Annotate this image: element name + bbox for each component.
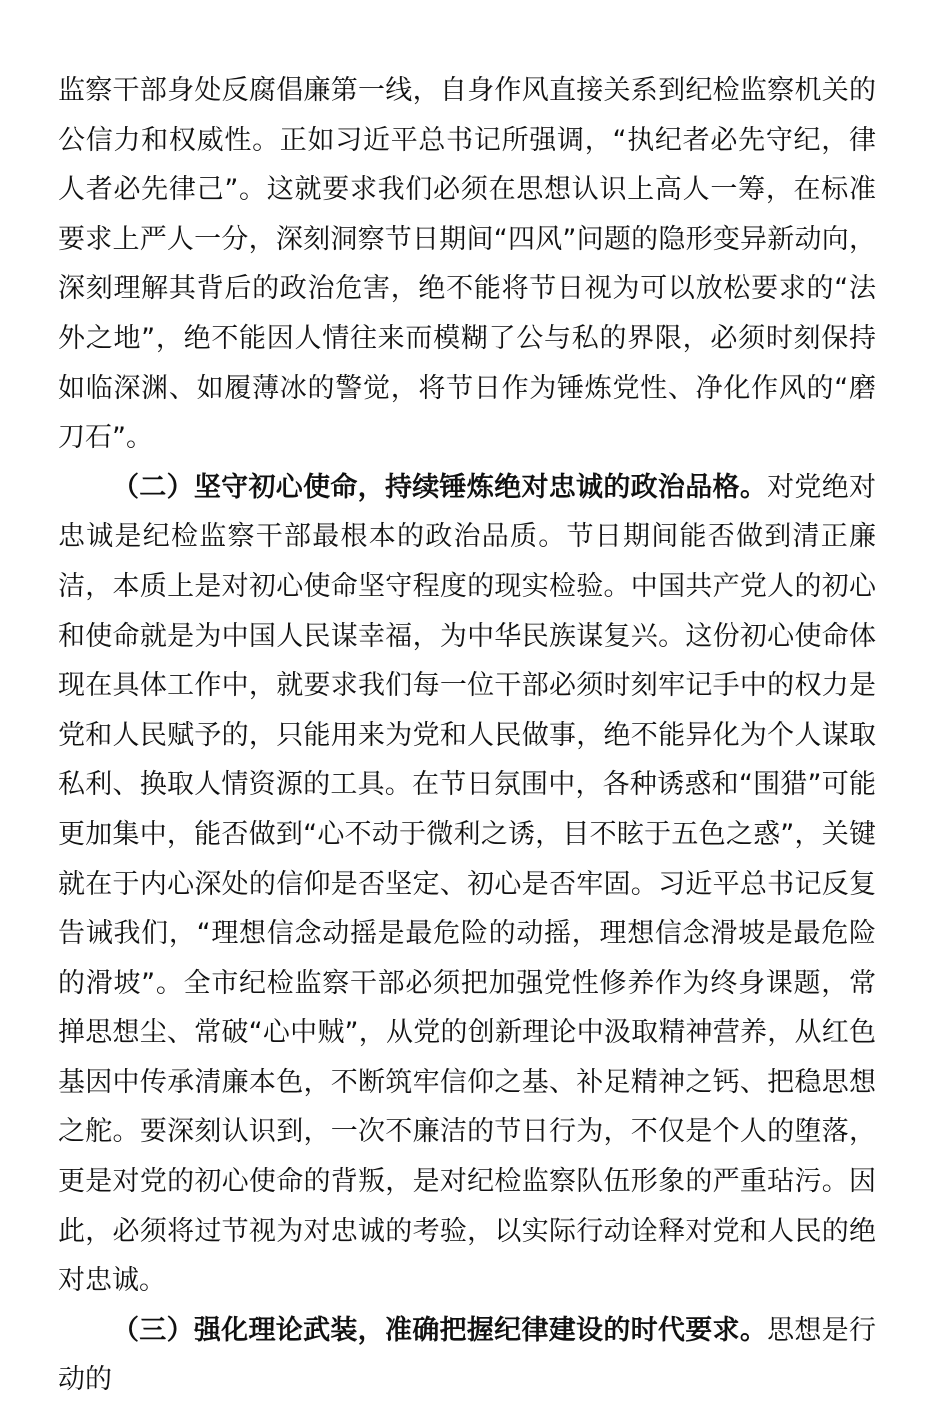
paragraph-section-2: [58, 463, 876, 1306]
paragraph-body: 思想是行动的: [58, 1314, 877, 1396]
paragraph-body: 对党绝对忠诚是纪检监察干部最根本的政治品质。节日期间能否做到清正廉洁，本质上是对初心使命坚守程度的现实检验。中国共产党人的初心和使命就是为中国人民谋幸福，为中华民族谋复兴。这份初心使命体现在具体工作中，就要求我们每一位干部必须时刻牢记手中的权力是党和人民赋予的，只能用来为党和人民做事，绝不能异化为个人谋取私利、换取人情资源的工具。在节日氛围中，各种诱惑和“围猎”可能更加集中，能否做到“心不动于微利之诱，目不眩于五色之惑”，关键就在于内心深处的信仰是否坚定、初心是否牢固。习近平总书记反复告诫我们，“理想信念动摇是最危险的动摇，理想信念滑坡是最危险的滑坡”。全市纪检监察干部必须把加强党性修养作为终身课题，常掸思想尘、常破“心中贼”，从党的创新理论中汲取精神营养，从红色基因中传承清廉本色，不断筑牢信仰之基、补足精神之钙、把稳思想之舵。要深刻认识到，一次不廉洁的节日行为，不仅是个人的堕落，更是对党的初心使命的背叛，是对纪检监察队伍形象的严重玷污。因此，必须将过节视为对忠诚的考验，以实际行动诠释对党和人民的绝对忠诚。: [58, 471, 877, 1297]
section-heading-2: （二）坚守初心使命，持续锤炼绝对忠诚的政治品格。: [112, 471, 768, 503]
section-heading-3: （三）强化理论武装，准确把握纪律建设的时代要求。: [112, 1314, 768, 1346]
document-page: [58, 66, 876, 1405]
paragraph-continuation: [58, 66, 876, 463]
paragraph-section-3: [58, 1306, 876, 1405]
paragraph-body: 监察干部身处反腐倡廉第一线，自身作风直接关系到纪检监察机关的公信力和权威性。正如习近平总书记所强调，“执纪者必先守纪，律人者必先律己”。这就要求我们必须在思想认识上高人一筹，在标准要求上严人一分，深刻洞察节日期间“四风”问题的隐形变异新动向，深刻理解其背后的政治危害，绝不能将节日视为可以放松要求的“法外之地”，绝不能因人情往来而模糊了公与私的界限，必须时刻保持如临深渊、如履薄冰的警觉，将节日作为锤炼党性、净化作风的“磨刀石”。: [58, 75, 876, 454]
